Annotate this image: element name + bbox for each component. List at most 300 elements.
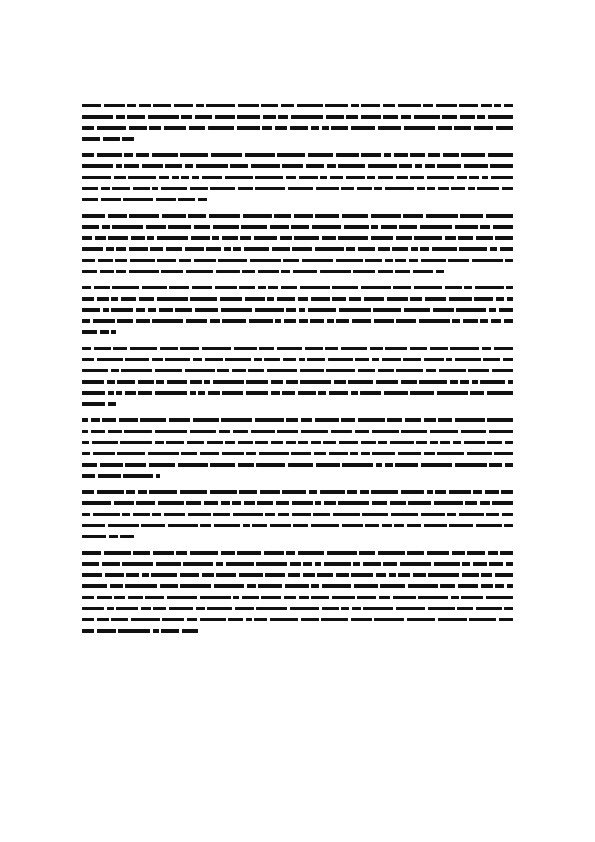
word-block [480,501,490,505]
word-block [82,463,97,467]
word-block [358,369,375,373]
word-block [180,490,207,494]
word-block [503,358,513,362]
text-line [82,625,514,636]
word-block [316,187,339,191]
word-block [200,524,211,528]
word-block [414,286,442,290]
word-block [111,297,118,301]
word-block [200,618,226,622]
word-block [410,347,427,351]
word-block [352,607,361,611]
word-block [283,358,296,362]
word-block [98,474,121,478]
word-block [371,214,401,218]
word-block [396,236,412,240]
word-block [329,391,348,395]
word-block [305,347,323,351]
word-block [190,430,216,434]
word-block [446,358,452,362]
word-block [331,126,348,130]
word-block [82,535,106,539]
word-block [82,501,111,505]
word-block [82,418,88,422]
word-block [142,286,167,290]
text-line [82,470,514,481]
word-block [425,297,446,301]
word-block [82,369,108,373]
word-block [383,104,395,108]
paragraph-5 [82,343,514,410]
word-block [292,501,313,505]
text-line [82,266,514,277]
word-block [384,153,391,157]
word-block [92,441,118,445]
word-block [290,607,319,611]
word-block [439,369,466,373]
word-block [451,596,459,600]
word-block [167,380,187,384]
word-block [147,236,154,240]
word-block [488,115,513,119]
text-line [82,316,513,327]
word-block [155,391,187,395]
word-block [108,402,116,406]
word-block [485,490,499,494]
word-block [166,441,184,445]
word-block [303,562,312,566]
word-block [116,270,126,274]
word-block [458,236,473,240]
word-block [318,391,326,395]
word-block [200,596,231,600]
word-block [97,358,123,362]
word-block [146,225,166,229]
word-block [225,358,251,362]
paragraph-7 [82,487,514,543]
word-block [443,153,459,157]
word-block [452,319,460,323]
word-block [407,618,435,622]
word-block [162,214,186,218]
word-block [124,430,152,434]
word-block [82,286,91,290]
word-block [278,115,288,119]
word-block [129,126,147,130]
word-block [300,369,324,373]
word-block [142,573,149,577]
paragraph-8 [82,547,514,636]
word-block [383,562,397,566]
text-line [82,161,513,172]
word-block [298,441,308,445]
word-block [205,358,223,362]
word-block [320,490,345,494]
word-block [424,524,447,528]
word-block [180,573,199,577]
word-block [346,247,355,251]
word-block [428,153,440,157]
word-block [275,319,281,323]
word-block [244,247,269,251]
word-block [357,187,372,191]
text-line [82,327,514,338]
word-block [116,391,122,395]
word-block [133,513,150,517]
word-block [156,198,176,202]
word-block [322,607,339,611]
word-block [403,214,423,218]
word-block [449,524,473,528]
word-block [500,551,513,555]
word-block [384,391,408,395]
word-block [145,596,164,600]
word-block [256,562,287,566]
word-block [332,596,355,600]
word-block [351,104,359,108]
text-line [82,244,513,255]
word-block [175,308,192,312]
word-block [233,596,239,600]
word-block [195,308,218,312]
word-block [392,247,408,251]
word-block [101,187,110,191]
word-block [400,562,431,566]
word-block [291,452,311,456]
word-block [395,270,410,274]
word-block [208,126,234,130]
word-block [139,297,154,301]
word-block [117,319,133,323]
word-block [115,259,127,263]
word-block [418,596,448,600]
word-block [180,153,208,157]
word-block [82,319,90,323]
word-block [166,247,182,251]
word-block [483,358,500,362]
word-block [294,236,319,240]
word-block [499,308,513,312]
word-block [468,369,489,373]
word-block [482,176,488,180]
word-block [505,441,513,445]
word-block [423,104,433,108]
word-block [152,319,183,323]
word-block [82,629,94,633]
paragraph-2 [82,150,514,206]
word-block [138,391,152,395]
word-block [438,418,452,422]
word-block [186,501,201,505]
word-block [401,490,424,494]
text-line [82,111,513,122]
word-block [310,319,324,323]
word-block [482,347,491,351]
word-block [130,259,155,263]
word-block [382,358,401,362]
text-line [82,233,513,244]
word-block [94,347,111,351]
word-block [464,164,488,168]
word-block [286,418,298,422]
word-block [473,490,482,494]
word-block [291,225,309,229]
word-block [374,319,394,323]
word-block [239,286,255,290]
word-block [455,225,478,229]
word-block [255,418,284,422]
word-block [282,391,295,395]
word-block [82,513,90,517]
word-block [136,319,150,323]
word-block [456,308,486,312]
word-block [82,137,100,141]
word-block [122,137,134,141]
word-block [396,607,425,611]
word-block [82,430,88,434]
word-block [376,380,398,384]
word-block [125,391,136,395]
word-block [241,225,267,229]
word-block [299,308,305,312]
word-block [336,259,363,263]
word-block [194,259,216,263]
word-block [232,369,246,373]
word-block [160,347,178,351]
word-block [404,308,430,312]
word-block [121,369,152,373]
word-block [420,247,429,251]
word-block [361,286,391,290]
word-block [186,270,213,274]
text-line [82,122,513,133]
word-block [490,247,497,251]
word-block [82,596,94,600]
word-block [82,164,113,168]
word-block [178,198,195,202]
word-block [454,126,471,130]
word-block [474,297,493,301]
word-block [242,596,259,600]
word-block [159,308,173,312]
text-line [82,354,513,365]
word-block [127,104,136,108]
word-block [104,551,131,555]
word-block [381,225,397,229]
word-block [376,573,386,577]
word-block [425,164,435,168]
word-block [311,441,321,445]
word-block [136,308,145,312]
word-block [489,308,496,312]
word-block [103,137,120,141]
word-block [152,358,163,362]
word-block [336,573,349,577]
word-block [261,596,281,600]
word-block [371,236,393,240]
word-block [378,176,393,180]
word-block [261,104,278,108]
text-line [82,210,513,221]
word-block [292,247,312,251]
word-block [153,607,166,611]
word-block [353,270,375,274]
word-block [288,187,313,191]
word-block [410,153,425,157]
word-block [257,501,273,505]
word-block [161,187,187,191]
word-block [506,286,513,290]
word-block [112,225,143,229]
word-block [82,297,94,301]
word-block [390,501,406,505]
word-block [360,490,369,494]
word-block [187,441,204,445]
word-block [339,441,358,445]
word-block [185,369,215,373]
word-block [364,297,384,301]
word-block [411,247,418,251]
word-block [481,573,492,577]
word-block [149,463,175,467]
text-line [82,569,513,580]
word-block [426,214,458,218]
word-block [282,490,306,494]
word-block [103,308,109,312]
word-block [122,513,130,517]
word-block [372,430,399,434]
word-block [410,297,422,301]
word-block [341,607,349,611]
word-block [228,618,243,622]
word-block [453,441,461,445]
word-block [383,115,398,119]
word-block [326,369,355,373]
word-block [82,347,91,351]
word-block [480,380,505,384]
word-block [151,573,177,577]
word-block [254,236,277,240]
word-block [82,115,113,119]
word-block [348,380,373,384]
word-block [141,607,151,611]
word-block [299,319,308,323]
text-line [82,459,513,470]
word-block [312,225,341,229]
text-line [82,498,513,509]
word-block [298,551,324,555]
text-line [82,487,513,498]
word-block [480,225,490,229]
word-block [488,551,498,555]
word-block [124,153,133,157]
word-block [491,319,501,323]
word-block [481,584,493,588]
word-block [324,501,336,505]
word-block [332,297,346,301]
word-block [125,584,157,588]
word-block [316,463,340,467]
word-block [455,463,487,467]
word-block [361,441,376,445]
word-block [251,164,280,168]
text-line [82,415,513,426]
word-block [100,330,109,334]
word-block [82,402,105,406]
text-line [82,304,513,315]
word-block [116,115,125,119]
word-block [286,441,296,445]
word-block [82,607,104,611]
word-block [378,247,390,251]
word-block [82,236,92,240]
word-block [155,430,187,434]
word-block [246,391,268,395]
word-block [181,452,197,456]
word-block [82,551,101,555]
word-block [474,126,493,130]
word-block [222,452,244,456]
word-block [281,286,297,290]
word-block [317,573,333,577]
word-block [277,430,298,434]
word-block [119,418,138,422]
word-block [410,176,424,180]
word-block [331,430,352,434]
text-line [82,387,513,398]
word-block [460,380,469,384]
word-block [164,513,185,517]
word-block [217,369,229,373]
word-block [235,607,254,611]
word-block [153,629,159,633]
word-block [455,358,481,362]
word-block [394,524,404,528]
word-block [440,441,450,445]
paragraph-1 [82,100,514,145]
word-block [265,513,275,517]
word-block [238,187,253,191]
word-block [434,501,463,505]
word-block [327,319,334,323]
word-block [363,562,381,566]
word-block [124,164,139,168]
word-block [361,115,381,119]
text-line [82,282,513,293]
word-block [428,573,459,577]
word-block [97,153,122,157]
word-block [82,573,102,577]
word-block [407,551,424,555]
word-block [108,430,122,434]
word-block [414,115,440,119]
word-block [302,259,333,263]
word-block [378,126,401,130]
word-block [274,214,291,218]
word-block [93,513,120,517]
word-block [361,153,381,157]
word-block [298,391,316,395]
word-block [452,551,465,555]
word-block [193,418,219,422]
word-block [233,513,263,517]
word-block [82,153,94,157]
word-block [216,573,236,577]
word-block [385,463,393,467]
word-block [354,584,378,588]
word-block [161,270,183,274]
word-block [489,562,503,566]
